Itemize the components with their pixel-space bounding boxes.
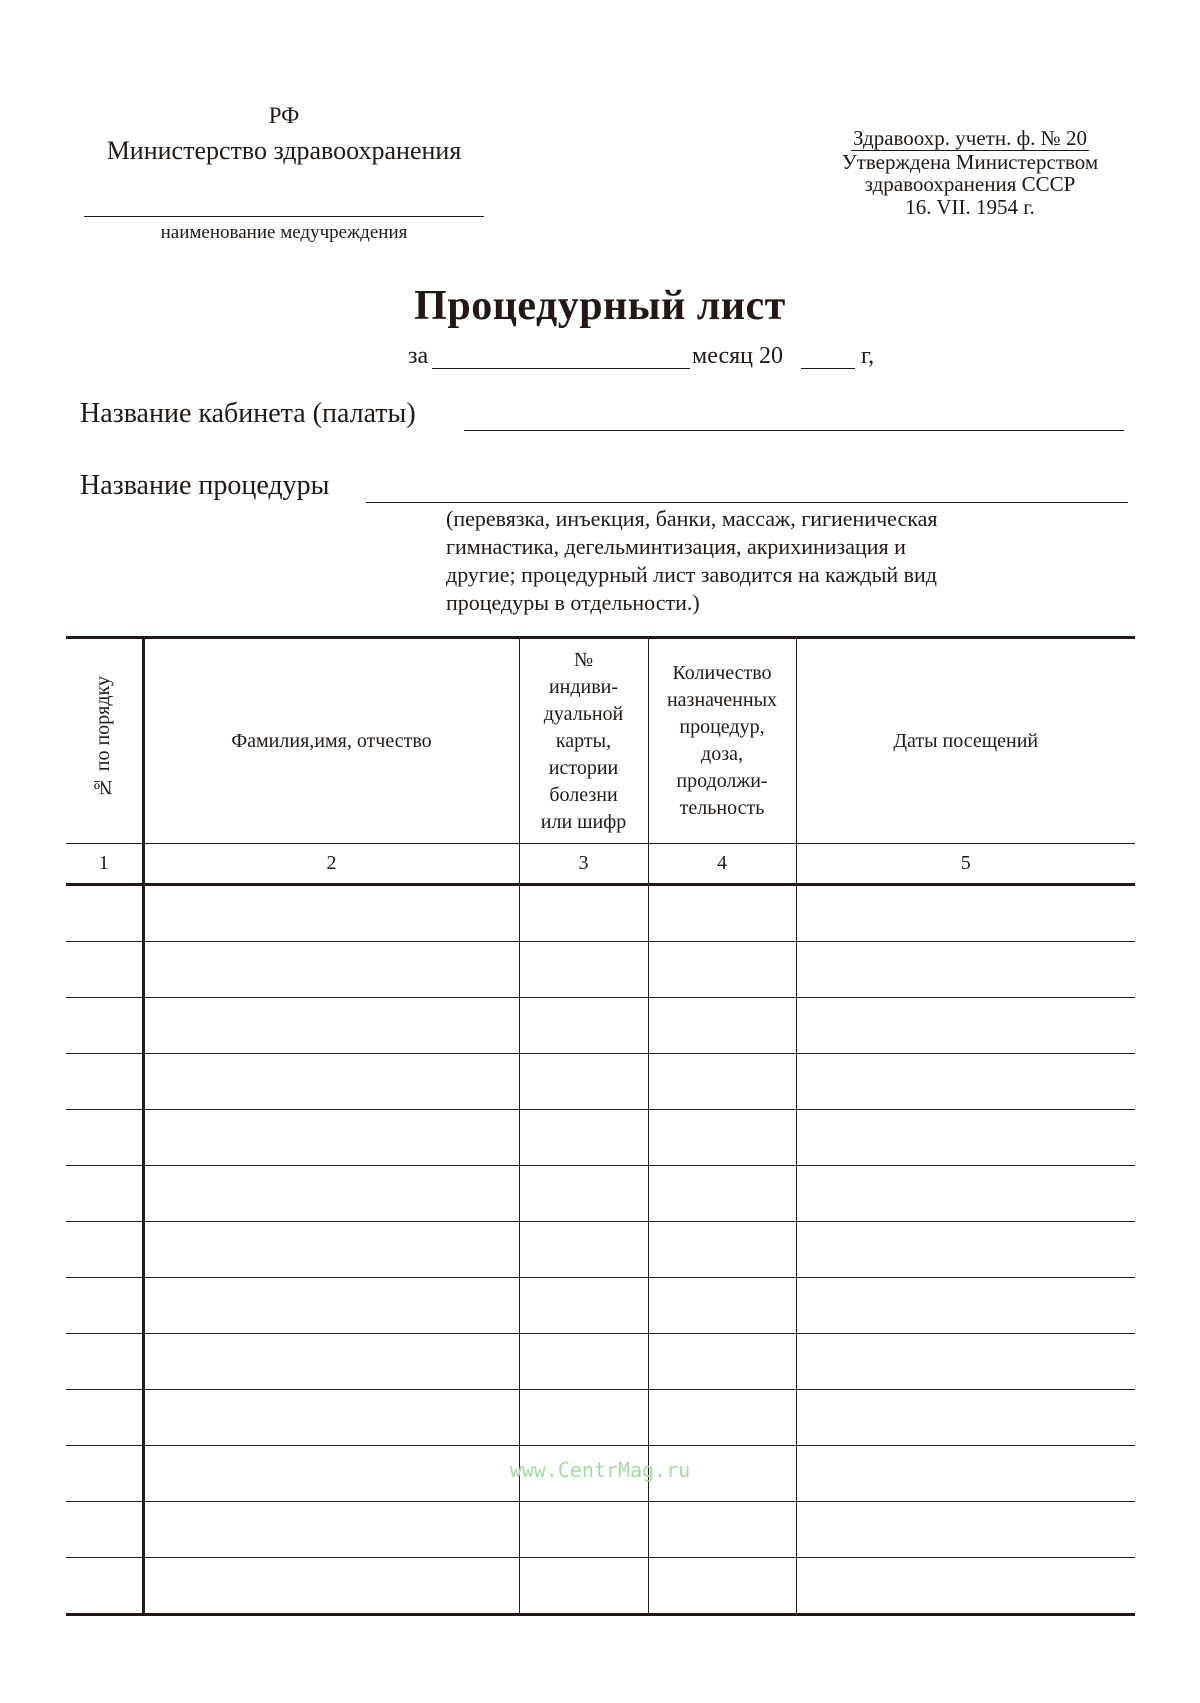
table-cell	[143, 942, 519, 998]
ministry-label: Министерство здравоохранения	[106, 136, 462, 165]
header-count-line: доза,	[701, 743, 743, 765]
header-procedure-count	[648, 638, 796, 844]
table-cell	[796, 1278, 1135, 1334]
period-year-suffix: г,	[861, 343, 875, 369]
table-row	[66, 1502, 1135, 1558]
table-cell	[66, 1166, 143, 1222]
table-cell	[66, 998, 143, 1054]
column-number: 2	[143, 844, 519, 885]
table-cell	[519, 885, 648, 942]
header-order-number	[66, 638, 143, 844]
table-cell	[66, 1334, 143, 1390]
table-cell	[66, 1502, 143, 1558]
table-row	[66, 1558, 1135, 1615]
table-cell	[66, 1110, 143, 1166]
table-cell	[66, 942, 143, 998]
country-label: РФ	[268, 103, 300, 128]
table-cell	[648, 942, 796, 998]
table-cell	[519, 998, 648, 1054]
table-row	[66, 1222, 1135, 1278]
column-number: 4	[648, 844, 796, 885]
table-row	[66, 1166, 1135, 1222]
header-card-line: №	[573, 648, 594, 671]
header-order-number-text: № по порядку	[92, 675, 115, 799]
institution-name-line	[84, 216, 484, 217]
table-cell	[143, 1278, 519, 1334]
table-cell	[143, 885, 519, 942]
header-count-line: назначенных	[666, 689, 778, 711]
procedure-label: Название процедуры	[80, 470, 330, 501]
header-card-line: дуальной	[543, 702, 624, 725]
table-cell	[66, 885, 143, 942]
table-cell	[648, 1054, 796, 1110]
procedure-note	[446, 505, 1146, 617]
institution-caption: наименование медучреждения	[160, 222, 408, 243]
approval-line-2: здравоохранения СССР	[864, 172, 1076, 196]
table-cell	[66, 1390, 143, 1446]
note-line-4: процедуры в отдельности.)	[446, 590, 700, 615]
table-cell	[143, 1390, 519, 1446]
header-full-name: Фамилия,имя, отчество	[143, 638, 519, 844]
table-cell	[648, 1278, 796, 1334]
period-prefix: за	[408, 343, 429, 369]
table-cell	[796, 998, 1135, 1054]
year-blank	[801, 368, 855, 369]
table-cell	[143, 1222, 519, 1278]
header-count-line: тельность	[679, 797, 765, 819]
note-line-1: (перевязка, инъекция, банки, массаж, гигиеническая	[446, 506, 938, 531]
table-row	[66, 1054, 1135, 1110]
table-cell	[519, 1334, 648, 1390]
table-cell	[648, 998, 796, 1054]
table-cell	[796, 885, 1135, 942]
column-number-row	[66, 844, 1135, 885]
page-title: Процедурный лист	[414, 283, 786, 329]
table-cell	[648, 1166, 796, 1222]
header-count-line: Количество	[672, 662, 772, 684]
table-cell	[796, 1110, 1135, 1166]
table-cell	[66, 1222, 143, 1278]
cabinet-label: Название кабинета (палаты)	[80, 398, 416, 429]
table-cell	[66, 1278, 143, 1334]
table-cell	[143, 1166, 519, 1222]
table-cell	[648, 1222, 796, 1278]
table-cell	[519, 1390, 648, 1446]
header-count-line: процедур,	[679, 716, 765, 738]
table-row	[66, 998, 1135, 1054]
column-number: 3	[519, 844, 648, 885]
table-cell	[143, 1054, 519, 1110]
table-cell	[648, 1502, 796, 1558]
procedure-field-line	[366, 502, 1128, 503]
table-cell	[143, 1502, 519, 1558]
table-cell	[519, 1054, 648, 1110]
header-card-line: истории	[548, 756, 619, 779]
table-cell	[519, 1502, 648, 1558]
table-cell	[796, 1558, 1135, 1615]
period-month-label: месяц 20	[692, 343, 783, 369]
approval-line-1: Утверждена Министерством	[841, 150, 1099, 174]
table-cell	[519, 1110, 648, 1166]
table-cell	[648, 1390, 796, 1446]
header-card-number	[519, 638, 648, 844]
header-card-line: карты,	[555, 729, 612, 752]
table-cell	[648, 1558, 796, 1615]
watermark: www.CentrMag.ru	[509, 1458, 691, 1482]
header-visit-dates: Даты посещений	[796, 638, 1135, 844]
table-row	[66, 1334, 1135, 1390]
note-line-2: гимнастика, дегельминтизация, акрихинизация и	[446, 534, 906, 559]
cabinet-field-line	[464, 430, 1124, 431]
header-count-line: продолжи-	[676, 770, 768, 792]
table-cell	[519, 1558, 648, 1615]
header-card-line: болезни	[549, 783, 618, 806]
table-cell	[519, 1222, 648, 1278]
table-cell	[796, 1390, 1135, 1446]
table-cell	[796, 1334, 1135, 1390]
form-number	[800, 128, 1140, 149]
table-row	[66, 885, 1135, 942]
table-row	[66, 1110, 1135, 1166]
table-header-row	[66, 638, 1135, 844]
column-number: 1	[66, 844, 143, 885]
table-cell	[66, 1558, 143, 1615]
month-blank	[432, 368, 690, 369]
blank-rows	[66, 885, 1135, 1615]
header-card-line: индиви-	[548, 675, 619, 698]
form-number-text: Здравоохр. учетн. ф. № 20	[853, 126, 1087, 150]
approval-date: 16. VII. 1954 г.	[905, 195, 1035, 219]
table-cell	[143, 998, 519, 1054]
table-cell	[519, 1278, 648, 1334]
table-cell	[796, 942, 1135, 998]
header-card-line: или шифр	[540, 810, 627, 833]
note-line-3: другие; процедурный лист заводится на каждый вид	[446, 562, 938, 587]
table-row	[66, 1390, 1135, 1446]
table-cell	[796, 1502, 1135, 1558]
table-cell	[143, 1558, 519, 1615]
table-cell	[648, 885, 796, 942]
table-row	[66, 942, 1135, 998]
table-cell	[519, 1166, 648, 1222]
table-cell	[796, 1166, 1135, 1222]
table-cell	[796, 1054, 1135, 1110]
column-number: 5	[796, 844, 1135, 885]
table-cell	[143, 1110, 519, 1166]
table-cell	[648, 1334, 796, 1390]
table-cell	[519, 942, 648, 998]
table-row	[66, 1278, 1135, 1334]
table-cell	[796, 1222, 1135, 1278]
table-cell	[66, 1054, 143, 1110]
table-cell	[143, 1334, 519, 1390]
table-cell	[648, 1110, 796, 1166]
